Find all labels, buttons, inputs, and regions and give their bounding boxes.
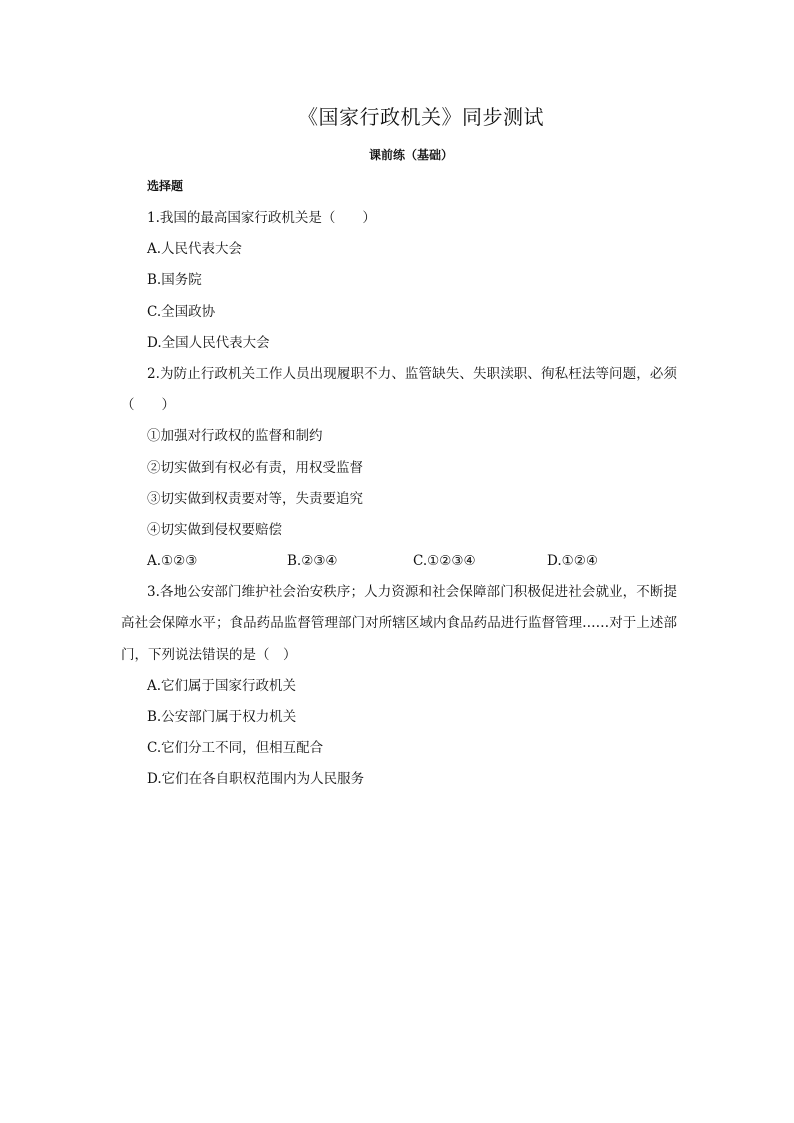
question-stem: 3.各地公安部门维护社会治安秩序；人力资源和社会保障部门积极促进社会就业，不断提高社会保障水平；食品药品监督管理部门对所辖区域内食品药品进行监督管理……对于上述部门，下列说法错误的是（ ）	[121, 584, 677, 663]
question-3	[121, 577, 677, 795]
document-title: 《国家行政机关》同步测试	[298, 105, 544, 129]
option-c: C.全国政协	[147, 303, 216, 320]
option-a: A.人民代表大会	[147, 241, 243, 258]
option-c: C.它们分工不同，但相互配合	[147, 740, 324, 757]
option-row	[121, 546, 677, 577]
statement-1: ①加强对行政权的监督和制约	[147, 428, 323, 445]
question-list	[121, 203, 677, 796]
option-b: B.国务院	[147, 272, 202, 289]
question-stem: 2.为防止行政机关工作人员出现履职不力、监管缺失、失职渎职、徇私枉法等问题，必须（ ）	[121, 365, 677, 414]
question-1	[121, 203, 677, 359]
option-d: D.它们在各自职权范围内为人民服务	[147, 771, 365, 788]
statement-2: ②切实做到有权必有责，用权受监督	[147, 459, 363, 476]
option-a: A.它们属于国家行政机关	[147, 677, 297, 694]
option-a: A.①②③	[147, 553, 198, 570]
section-heading: 选择题	[147, 179, 184, 193]
option-c: C.①②③④	[413, 553, 476, 570]
option-d: D.全国人民代表大会	[147, 334, 270, 351]
question-2	[121, 359, 677, 577]
statement-3: ③切实做到权责要对等，失责要追究	[147, 490, 363, 507]
question-stem: 1.我国的最高国家行政机关是（ ）	[147, 210, 376, 226]
option-d: D.①②④	[547, 553, 598, 570]
statement-4: ④切实做到侵权要赔偿	[147, 521, 282, 538]
option-b: B.②③④	[287, 553, 338, 570]
document-subtitle: 课前练（基础）	[368, 148, 453, 162]
option-b: B.公安部门属于权力机关	[147, 709, 297, 726]
